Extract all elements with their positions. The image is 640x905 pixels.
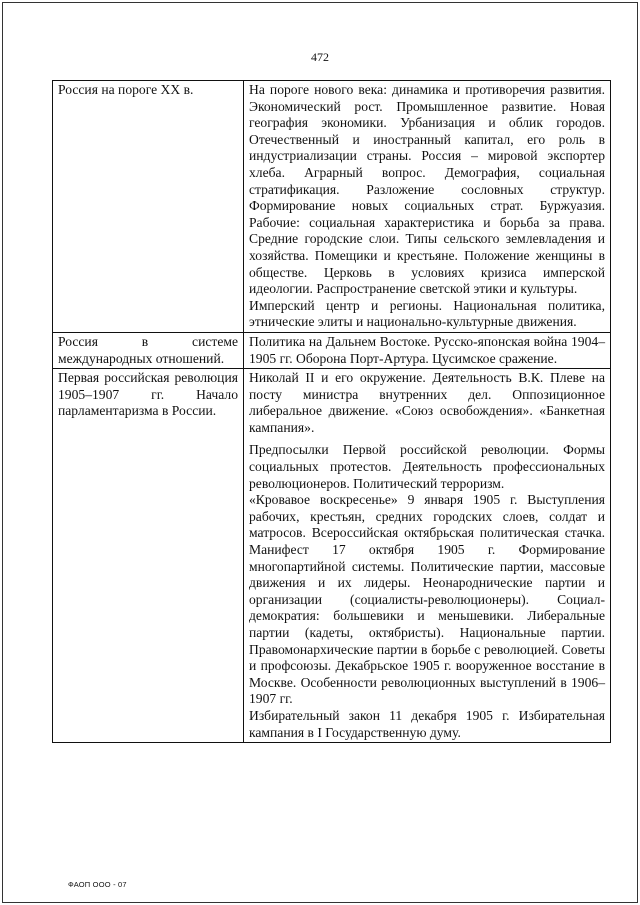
content-cell — [244, 369, 611, 743]
topic-cell — [53, 81, 244, 333]
topic-cell — [53, 332, 244, 368]
curriculum-table — [52, 80, 611, 743]
content-paragraph: Политика на Дальнем Востоке. Русско-японская война 1904–1905 гг. Оборона Порт-Артура. Цусимское сражение. — [249, 333, 605, 366]
topic-text: Россия в системе международных отношений. — [58, 333, 238, 366]
content-paragraph: На пороге нового века: динамика и противоречия развития. Экономический рост. Промышленное развитие. Новая география экономики. Урбанизация и облик городов. Отечественный и иностранный капитал, его роль в индустриализации страны. Россия – мировой экспортер хлеба. Аграрный вопрос. Демография, социальная стратификация. Разложение сословных структур. Формирование новых социальных страт. Буржуазия. Рабочие: социальная характеристика и борьба за права. Средние городские слои. Типы сельского землевладения и хозяйства. Помещики и крестьяне. Положение женщины в обществе. Церковь в условиях кризиса имперской идеологии. Распространение светской этики и культуры. — [249, 82, 605, 297]
content-paragraph: Николай II и его окружение. Деятельность В.К. Плеве на посту министра внутренних дел. Оппозиционное либеральное движение. «Союз освобождения». «Банкетная кампания». — [249, 370, 605, 435]
document-code-footer: ФАОП ООО - 07 — [68, 880, 127, 889]
page-number: 472 — [311, 50, 329, 64]
table-row — [53, 81, 611, 333]
content-cell — [244, 81, 611, 333]
topic-text: Первая российская революция 1905–1907 гг. Начало парламентаризма в России. — [58, 370, 238, 419]
table-row — [53, 332, 611, 368]
topic-text: Россия на пороге XX в. — [58, 82, 194, 97]
content-paragraph: Предпосылки Первой российской революции. Формы социальных протестов. Деятельность профессиональных революционеров. Политический терроризм. — [249, 442, 605, 491]
table-row — [53, 369, 611, 743]
content-paragraph: Имперский центр и регионы. Национальная политика, этнические элиты и национально-культурные движения. — [249, 297, 605, 330]
topic-cell — [53, 369, 244, 743]
content-paragraph: Избирательный закон 11 декабря 1905 г. Избирательная кампания в I Государственную думу. — [249, 707, 605, 740]
content-cell — [244, 332, 611, 368]
content-paragraph: «Кровавое воскресенье» 9 января 1905 г. Выступления рабочих, крестьян, средних городских слоев, солдат и матросов. Всероссийская октябрьская политическая стачка. Манифест 17 октября 1905 г. Формирование многопартийной системы. Политические партии, массовые движения и их лидеры. Неонароднические партии и организации (социалисты-революционеры). Социал-демократия: большевики и меньшевики. Либеральные партии (кадеты, октябристы). Национальные партии. Правомонархические партии в борьбе с революцией. Советы и профсоюзы. Декабрьское 1905 г. вооруженное восстание в Москве. Особенности революционных выступлений в 1906–1907 гг. — [249, 492, 605, 707]
